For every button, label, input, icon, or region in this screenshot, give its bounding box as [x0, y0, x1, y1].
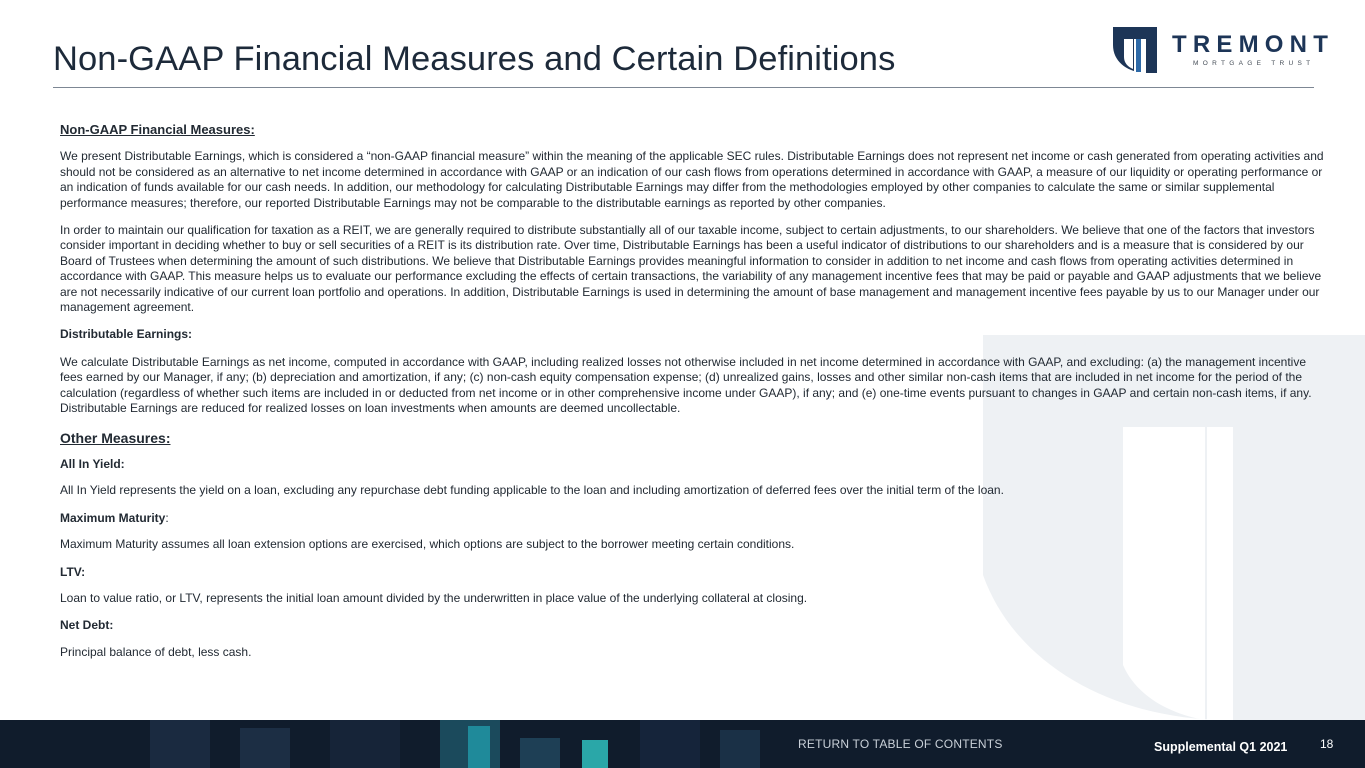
title-divider [53, 87, 1314, 88]
nongaap-heading: Non-GAAP Financial Measures: [60, 122, 255, 137]
distributable-earnings-heading: Distributable Earnings: [60, 327, 193, 342]
other-measures-heading: Other Measures: [60, 429, 171, 446]
definition-body-maximum-maturity: Maximum Maturity assumes all loan extension options are exercised, which options are subject to the borrower meeting certain conditions. [60, 537, 795, 552]
page-number: 18 [1320, 737, 1334, 751]
definitions-content [60, 122, 1332, 672]
company-logo [1110, 25, 1335, 77]
return-to-toc-link[interactable]: RETURN TO TABLE OF CONTENTS [798, 737, 1003, 751]
distributable-earnings-body: We calculate Distributable Earnings as net income, computed in accordance with GAAP, including realized losses not otherwise included in net income determined in accordance with GAAP, and excluding: (a) the management incentive fees earned by our Manager, if any; (b) depreciation and amortization, if any; (c) non-cash equity compensation expense; (d) unrealized gains, losses and other similar non-cash items that are included in net income for the period of the calculation (regardless of whether such items are included in or deducted from net income or in other comprehensive income under GAAP), if any; and (e) one-time events pursuant to changes in GAAP and certain non-cash items, if any. Distributable Earnings are reduced for realized losses on loan investments when amounts are deemed uncollectable. [60, 354, 1312, 416]
definition-title-net-debt: Net Debt: [60, 618, 114, 633]
logo-tagline: MORTGAGE TRUST [1193, 60, 1315, 67]
nongaap-paragraph-1: We present Distributable Earnings, which is considered a “non-GAAP financial measure” within the meaning of the applicable SEC rules. Distributable Earnings does not represent net income or cash generated from operating activities and should not be considered as an alternative to net income determined in accordance with GAAP or an indication of our cash flows from operations determined in accordance with GAAP, a measure of our liquidity or operating performance or an indication of funds available for our cash needs. In addition, our methodology for calculating Distributable Earnings may differ from the methodologies employed by other companies to calculate the same or similar supplemental performance measures; therefore, our reported Distributable Earnings may not be comparable to the distributable earnings as reported by other companies. [60, 149, 1324, 210]
definition-title-ltv: LTV: [60, 564, 86, 579]
report-label: Supplemental Q1 2021 [1154, 740, 1288, 754]
tremont-logo-mark-icon [1110, 25, 1160, 75]
page-title: Non-GAAP Financial Measures and Certain Definitions [53, 40, 896, 78]
definition-body-all-in-yield: All In Yield represents the yield on a loan, excluding any repurchase debt funding applicable to the loan and including amortization of deferred fees over the initial term of the loan. [60, 483, 1004, 498]
definition-title-all-in-yield: All In Yield: [60, 456, 125, 471]
definition-body-net-debt: Principal balance of debt, less cash. [60, 644, 252, 659]
footer-bar [0, 720, 1365, 768]
definition-title-maximum-maturity: Maximum Maturity: [60, 510, 169, 525]
nongaap-paragraph-2: In order to maintain our qualification for taxation as a REIT, we are generally required to distribute substantially all of our taxable income, subject to certain adjustments, to our shareholders. We believe that one of the factors that investors consider important in deciding whether to buy or sell securities of a REIT is its distribution rate. Over time, Distributable Earnings has been a useful indicator of distributions to our shareholders and is a measure that is considered by our Board of Trustees when determining the amount of such distributions. We believe that Distributable Earnings provides meaningful information to consider in addition to net income and cash flows from operating activities determined in accordance with GAAP. This measure helps us to evaluate our performance excluding the effects of certain transactions, the variability of any management incentive fees that may be paid or payable and GAAP adjustments that we believe are not necessarily indicative of our current loan portfolio and operations. In addition, Distributable Earnings is used in determining the amount of base management and management incentive fees payable by us to our Manager under our management agreement. [60, 223, 1322, 315]
logo-wordmark: TREMONT [1172, 31, 1335, 58]
definition-body-ltv: Loan to value ratio, or LTV, represents the initial loan amount divided by the underwritten in place value of the underlying collateral at closing. [60, 590, 808, 605]
